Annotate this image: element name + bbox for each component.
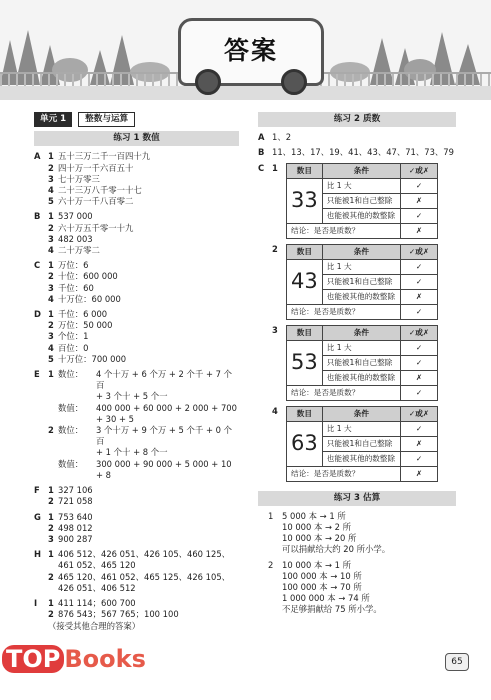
note: （接受其他合理的答案） (48, 621, 141, 632)
table-number: 53 (287, 340, 323, 385)
answer-a3: 七十万零三 (58, 173, 100, 184)
answer-e1-place: 4 个十万 + 6 个万 + 2 个千 + 7 个百 (96, 369, 232, 391)
section-3-2: 2 10 000 本 → 1 所 100 000 本 → 10 所 100 000 本 → 70 所 1 000 000 本 → 74 所 不足够捐献给 75 所小学。 (258, 560, 456, 616)
condition-cell: 比 1 大 (322, 259, 400, 274)
prime-table-block: 4 数目 条件 ✓或✗ 63 比 1 大 ✓ 只能被1和自己整除 ✗ 也能被其他的数整除 ✓ 结论：是否是质数？ ✗ (272, 406, 456, 487)
answer-b3: 482 003 (58, 233, 93, 244)
mark-cell: ✗ (401, 436, 438, 451)
prime-table-block: 1 数目 条件 ✓或✗ 33 比 1 大 ✓ 只能被1和自己整除 ✗ 也能被其他的数整除 ✓ 结论：是否是质数？ ✗ (272, 163, 456, 244)
table-header: 数目 (287, 163, 323, 178)
prime-table (286, 163, 438, 239)
answer-a1: 五十三万二千一百四十九 (58, 151, 151, 162)
condition-cell: 只能被1和自己整除 (322, 355, 400, 370)
answer-b2: 六十万五千零一十九 (58, 222, 134, 233)
condition-cell: 比 1 大 (322, 340, 400, 355)
mark-cell: ✓ (401, 178, 438, 193)
estimate-2-conclusion: 不足够捐献给 75 所小学。 (282, 604, 382, 615)
answer-g1: 753 640 (58, 511, 93, 522)
answer-c3: 千位：60 (58, 282, 94, 293)
answer-g3: 900 287 (58, 533, 93, 544)
mark-cell: ✓ (401, 304, 438, 319)
condition-cell: 比 1 大 (322, 421, 400, 436)
answer-d5: 十万位：700 000 (58, 353, 127, 364)
prime-table (286, 325, 438, 401)
answer-b1: 537 000 (58, 211, 93, 222)
estimate-1-conclusion: 可以捐献给大约 20 所小学。 (282, 544, 391, 555)
right-column (258, 112, 456, 620)
table-header: 数目 (287, 325, 323, 340)
table-header: ✓或✗ (401, 163, 438, 178)
page-number: 65 (445, 653, 469, 671)
page-title: 答案 (223, 36, 278, 65)
wheel-icon (195, 69, 221, 95)
answer-e2-value: 300 000 + 90 000 + 5 000 + 10 + 8 (96, 458, 235, 480)
prime-table (286, 244, 438, 320)
condition-cell: 比 1 大 (322, 178, 400, 193)
answer-g2: 498 012 (58, 522, 93, 533)
wheel-icon (281, 69, 307, 95)
answer-d3: 个位：1 (58, 331, 89, 342)
answer-d4: 百位：0 (58, 342, 89, 353)
exercise-3-title: 练习 3 估算 (258, 491, 456, 506)
unit-topic: 整数与运算 (78, 112, 135, 127)
table-header: 数目 (287, 406, 323, 421)
answer-2a: 1、2 (272, 132, 292, 143)
bus-illustration (178, 18, 324, 86)
section-3-1: 1 5 000 本 → 1 所 10 000 本 → 2 所 10 000 本 → 20 所 可以捐献给大约 20 所小学。 (258, 511, 456, 556)
section-d: D 1 千位：6 000 2 万位：50 000 3 个位：1 4 百位：0 5 十万位：700 000 (34, 309, 239, 365)
table-number: 63 (287, 421, 323, 466)
answer-b4: 二十万零二 (58, 245, 100, 256)
answer-h1: 406 512、426 051、426 105、460 125、 (58, 549, 231, 560)
condition-cell: 也能被其他的数整除 (322, 451, 400, 466)
section-2c: C 1 数目 条件 ✓或✗ 33 比 1 大 ✓ 只能被1和自己整除 ✗ 也能被其他的数整除 ✓ 结论：是否是质数？ ✗ 2 数目 条件 ✓或✗ 43 比 1 大 ✓ 只能被1和自己整除 ✓ 也能被其他的数整除 ✗ 结论：是否是质数？ ✓ 3 数目 条件 ✓或✗ 53 比 1 大 ✓ 只能被1和自己整除 ✓ 也能被其他的数整除 ✗ 结论：是否是质数？ ✓ 4 数目 条件 ✓或✗ 63 比 1 大 ✓ 只能被1和自己整除 ✗ 也能被其他的数整除 ✓ 结论：是否是质数？ ✗ (258, 163, 456, 487)
mark-cell: ✗ (401, 289, 438, 304)
section-g: G 1 753 640 2 498 012 3 900 287 (34, 512, 239, 546)
mark-cell: ✗ (401, 466, 438, 481)
table-header: ✓或✗ (401, 325, 438, 340)
answer-i2: 876 543；567 765；100 100 (58, 609, 179, 620)
section-a: A 1 五十三万二千一百四十九 2 四十万一千六百五十 3 七十万零三 4 二十三万八千零一十七 5 六十万一千八百零二 (34, 151, 239, 207)
answer-c2: 十位：600 000 (58, 271, 118, 282)
estimate-2-line-1: 10 000 本 → 1 所 (282, 559, 352, 570)
condition-cell: 只能被1和自己整除 (322, 436, 400, 451)
estimate-1-line-1: 5 000 本 → 1 所 (282, 510, 346, 521)
prime-table-block: 2 数目 条件 ✓或✗ 43 比 1 大 ✓ 只能被1和自己整除 ✓ 也能被其他的数整除 ✗ 结论：是否是质数？ ✓ (272, 244, 456, 325)
section-h: H 1 406 512、426 051、426 105、460 125、 461 052、465 120 2 465 120、461 052、465 125、426 105、 426 051、406 512 (34, 549, 239, 594)
estimate-2-line-3: 100 000 本 → 70 所 (282, 582, 362, 593)
answer-c4: 十万位：60 000 (58, 293, 121, 304)
exercise-2-title: 练习 2 质数 (258, 112, 456, 127)
answer-f2: 721 058 (58, 496, 93, 507)
answer-2b: 11、13、17、19、41、43、47、71、73、79 (272, 147, 454, 158)
table-header: ✓或✗ (401, 406, 438, 421)
mark-cell: ✓ (401, 355, 438, 370)
mark-cell: ✗ (401, 193, 438, 208)
left-column (34, 112, 239, 637)
exercise-1-title: 练习 1 数值 (34, 131, 239, 146)
mark-cell: ✗ (401, 370, 438, 385)
table-header: 条件 (322, 244, 400, 259)
answer-a2: 四十万一千六百五十 (58, 162, 134, 173)
conclusion-cell: 结论：是否是质数？ (287, 304, 401, 319)
condition-cell: 也能被其他的数整除 (322, 208, 400, 223)
estimate-2-line-4: 1 000 000 本 → 74 所 (282, 593, 370, 604)
unit-tag: 单元 1 (34, 112, 72, 127)
condition-cell: 只能被1和自己整除 (322, 274, 400, 289)
mark-cell: ✗ (401, 223, 438, 238)
mark-cell: ✓ (401, 274, 438, 289)
section-e: E 1 数位： 4 个十万 + 6 个万 + 2 个千 + 7 个百 + 3 个十 + 5 个一 数值： 400 000 + 60 000 + 2 000 + 700 + 30 + 5 2 数位： 3 个十万 + 9 个万 + 5 个千 + 0 个百 + 1 个十 + 8 个一 数值： 300 000 + 90 000 + 5 000 + 10 + 8 (34, 369, 240, 480)
table-header: 条件 (322, 406, 400, 421)
table-header: 条件 (322, 163, 400, 178)
header-banner (0, 0, 491, 100)
condition-cell: 也能被其他的数整除 (322, 370, 400, 385)
table-header: 条件 (322, 325, 400, 340)
answer-i1: 411 114；600 700 (58, 597, 136, 608)
topbooks-logo: TOP Books (2, 645, 146, 673)
section-f: F 1 327 106 2 721 058 (34, 485, 239, 507)
conclusion-cell: 结论：是否是质数？ (287, 466, 401, 481)
condition-cell: 也能被其他的数整除 (322, 289, 400, 304)
table-number: 33 (287, 178, 323, 223)
prime-table (286, 406, 438, 482)
answer-d1: 千位：6 000 (58, 309, 108, 320)
unit-bar (34, 112, 239, 127)
ground (0, 86, 491, 100)
answer-a4: 二十三万八千零一十七 (58, 185, 142, 196)
answer-h2: 465 120、461 052、465 125、426 105、 (58, 571, 231, 582)
estimate-2-line-2: 100 000 本 → 10 所 (282, 570, 362, 581)
estimate-1-line-2: 10 000 本 → 2 所 (282, 522, 352, 533)
conclusion-cell: 结论：是否是质数？ (287, 223, 401, 238)
section-2a: A 1、2 (258, 132, 456, 143)
mark-cell: ✓ (401, 259, 438, 274)
mark-cell: ✓ (401, 385, 438, 400)
answer-a5: 六十万一千八百零二 (58, 196, 134, 207)
condition-cell: 只能被1和自己整除 (322, 193, 400, 208)
section-b: B 1 537 000 2 六十万五千零一十九 3 482 003 4 二十万零二 (34, 211, 239, 256)
prime-tables (272, 163, 456, 487)
table-header: 数目 (287, 244, 323, 259)
mark-cell: ✓ (401, 421, 438, 436)
answer-e2-place: 3 个十万 + 9 个万 + 5 个千 + 0 个百 (96, 425, 232, 447)
answer-c1: 万位：6 (58, 260, 89, 271)
conclusion-cell: 结论：是否是质数？ (287, 385, 401, 400)
mark-cell: ✓ (401, 451, 438, 466)
section-c: C 1 万位：6 2 十位：600 000 3 千位：60 4 十万位：60 000 (34, 260, 239, 305)
table-number: 43 (287, 259, 323, 304)
mark-cell: ✓ (401, 340, 438, 355)
prime-table-block: 3 数目 条件 ✓或✗ 53 比 1 大 ✓ 只能被1和自己整除 ✓ 也能被其他的数整除 ✗ 结论：是否是质数？ ✓ (272, 325, 456, 406)
section-i: I 1 411 114；600 700 2 876 543；567 765；100 100 （接受其他合理的答案） (34, 598, 239, 633)
table-header: ✓或✗ (401, 244, 438, 259)
answer-f1: 327 106 (58, 485, 93, 496)
estimate-1-line-3: 10 000 本 → 20 所 (282, 533, 357, 544)
section-2b: B 11、13、17、19、41、43、47、71、73、79 (258, 147, 456, 158)
mark-cell: ✓ (401, 208, 438, 223)
answer-e1-value: 400 000 + 60 000 + 2 000 + 700 + 30 + 5 (96, 402, 240, 424)
answer-d2: 万位：50 000 (58, 320, 113, 331)
